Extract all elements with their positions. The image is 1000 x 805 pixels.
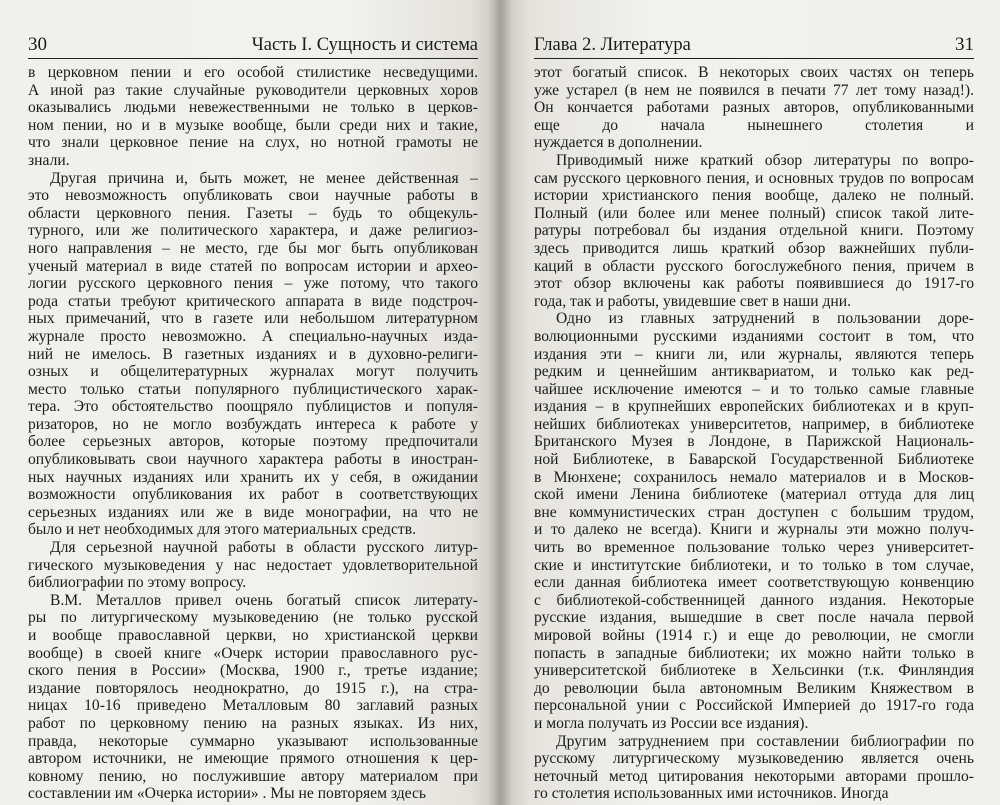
text-line: что знали церковное пение на слух, но нотной грамоты не (28, 134, 478, 152)
text-line: ры по литургическому музыковедению (не только русской (28, 609, 478, 627)
right-page (500, 0, 1000, 805)
text-line: до революции была автономным Великим Княжеством в (534, 679, 974, 697)
text-line: Приводимый ниже краткий обзор литературы по вопро- (556, 151, 974, 169)
paragraph (534, 733, 974, 803)
page-number: 30 (28, 34, 47, 55)
text-line: в Мюнхене; сохранилось немало материалов и в Москов- (534, 468, 974, 486)
left-page-body (28, 64, 478, 803)
text-line: Другая причина и, быть может, не менее действенная – (50, 169, 478, 187)
text-line: издания – в крупнейших европейских библиотеках и в круп- (534, 398, 974, 416)
text-line: серьезных изданиях или же в виде монографии, на что не (28, 503, 478, 521)
text-line: турного, или же политического характера, и даже религиоз- (28, 222, 478, 240)
text-line: мировой войны (1914 г.) и еще до революции, не смогли (534, 627, 974, 644)
text-line: Для серьезной научной работы в области русского литур- (50, 539, 478, 557)
text-line: библиографии по этому вопросу. (28, 574, 247, 592)
text-line: ного направления – не место, где бы мог быть опубликован (28, 239, 478, 257)
text-line: Полный (или более или менее полный) список такой лите- (534, 204, 974, 222)
text-line: ские и институтские библиотеки, и то только в том случае, (534, 556, 974, 574)
text-line: и то далеко не всегда). Книги и журналы эти можно получ- (534, 521, 974, 539)
text-line: автором источники, не имеющие прямого отношения к цер- (28, 750, 478, 768)
text-line: возможности опубликования их работ в соответствующих (28, 486, 478, 504)
text-line: Британского Музея в Лондоне, в Парижской Националь- (534, 433, 974, 451)
text-line: ковному пению, но послужившие автору материалом при (28, 767, 478, 785)
paragraph (534, 310, 974, 732)
text-line: еще до начала нынешнего столетия и (534, 116, 974, 134)
text-line: Другим затруднением при составлении библиографии по (556, 732, 974, 750)
text-line: ном пении, но и в музыке вообще, были среди них и такие, (28, 116, 478, 134)
text-line: В.М. Металлов привел очень богатый список литерату- (50, 591, 478, 609)
text-line: области церковного пения. Газеты – будь то общекуль- (28, 204, 478, 222)
text-line: вообще) в своей книге «Очерк истории православного рус- (28, 644, 478, 662)
text-line: русские издания, вышедшие в свет после начала первой (534, 609, 974, 627)
text-line: волюционными русскими изданиями состоит в том, что (534, 327, 974, 345)
text-line: каций в области русского богослужебного пения, причем в (534, 257, 974, 275)
text-line: ризаторов, но не могло возбуждать интереса к работе у (28, 415, 478, 433)
text-line: этот богатый список. В некоторых своих частях он теперь (534, 64, 974, 81)
paragraph (534, 152, 974, 310)
text-line: нуждается в дополнении. (534, 134, 703, 152)
page-number: 31 (955, 34, 974, 55)
text-line: Одно из главных затруднений в пользовании доре- (556, 310, 974, 328)
text-line: вне коммунистических стран доступен с большим трудом, (534, 503, 974, 521)
text-line: года, так и работы, увидевшие свет в наши дни. (534, 292, 852, 310)
text-line: составлении им «Очерка истории» . Мы не повторяем здесь (28, 785, 427, 803)
text-line: уже устарел (в нем не появился в печати 77 лет тому назад!). (534, 81, 974, 99)
text-line: университетской библиотеке в Хельсинки (т.к. Финляндия (534, 662, 974, 680)
text-line: место только статьи популярного публицистического харак- (28, 380, 478, 398)
text-line: сам русского церковного пения, и основных трудов по вопросам (534, 169, 974, 187)
running-head: Глава 2. Литература (534, 35, 691, 55)
text-line: этот обзор включены как работы появившиеся до 1917-го (534, 275, 974, 293)
text-line: попасть в западные библиотеки; их можно найти только в (534, 644, 974, 662)
text-line: опубликовывать свои научного характера работы в иностран- (28, 451, 478, 469)
text-line: журнале просто невозможно. А специально-научных изда- (28, 327, 478, 345)
text-line: правда, некоторые суммарно указывают использованные (28, 732, 478, 750)
text-line: А иной раз такие случайные руководители церковных хоров (28, 81, 478, 99)
text-line: ной Библиотеке, в Баварской Государственной Библиотеке (534, 451, 974, 469)
text-line: персональной унии с Российской Империей до 1917-го года (534, 697, 974, 715)
text-line: в церковном пении и его особой стилистике несведущими. (28, 64, 478, 81)
text-line: ской имени Ленина библиотеке (материал оттуда для лиц (534, 486, 974, 504)
text-line: и вообще православной церкви, но христианской церкви (28, 627, 478, 644)
text-line: ратуры потребовал бы издания отдельной книги. Поэтому (534, 222, 974, 240)
text-line: было и нет необходимых для этого материальных средств. (28, 521, 416, 539)
text-line: тера. Это обстоятельство поощряло публицистов и популя- (28, 398, 478, 416)
paragraph (534, 64, 974, 152)
text-line: чайшее исключение имеются – и то только самые главные (534, 380, 974, 398)
text-line: истории христианского пения вообще, далеко не полный. (534, 187, 974, 205)
text-line: рода статьи требуют критического аппарата в виде подстроч- (28, 292, 478, 310)
paragraph (28, 592, 478, 803)
text-line: русскому литургическому музыковедению является очень (534, 750, 974, 768)
text-line: Он кончается работами разных авторов, опубликованными (534, 99, 974, 117)
text-line: более серьезных авторов, которые поэтому предпочитали (28, 433, 478, 451)
text-line: ных примечаний, что в газете или небольшом литературном (28, 310, 478, 328)
text-line: издание повторялось неоднократно, до 1915 г.), на стра- (28, 679, 478, 697)
left-page-header (28, 34, 478, 59)
right-page-header (534, 34, 974, 59)
text-line: гического музыковедения у нас недостает удовлетворительной (28, 556, 478, 574)
text-line: логии русского церковного пения – уже потому, что такого (28, 275, 478, 293)
text-line: здесь приводится лишь краткий обзор важнейших публи- (534, 239, 974, 257)
paragraph (28, 170, 478, 539)
text-line: и могла получать из России все издания). (534, 714, 809, 732)
text-line: ний не имелось. В газетных изданиях и в духовно-религи- (28, 345, 478, 363)
running-head: Часть I. Сущность и система (251, 35, 478, 55)
text-line: это невозможность опубликовать свои научные работы в (28, 187, 478, 205)
text-line: нейших библиотеках университетов, например, в библиотеке (534, 415, 974, 433)
text-line: издания эти – книги ли, или журналы, являются теперь (534, 345, 974, 363)
text-line: если данная библиотека имеет соответствующую конвенцию (534, 574, 974, 592)
text-line: го столетия использованных ими источников. Иногда (534, 785, 889, 803)
text-line: чить во временное пользование только через университет- (534, 539, 974, 557)
paragraph (28, 64, 478, 170)
right-page-body (534, 64, 974, 803)
text-line: редким и ценнейшим антиквариатом, и только как ред- (534, 363, 974, 381)
text-line: знали. (28, 151, 70, 169)
text-line: неточный метод цитирования некоторыми авторами прошло- (534, 767, 974, 785)
text-line: работ по церковному пению на разных языках. Из них, (28, 714, 478, 732)
text-line: ницах 10-16 приведено Металловым 80 заглавий разных (28, 697, 478, 715)
text-line: ученый материал в виде статей по вопросам истории и архео- (28, 257, 478, 275)
text-line: с библиотекой-собственницей данного издания. Некоторые (534, 591, 974, 609)
text-line: ского пения в России» (Москва, 1900 г., третье издание; (28, 662, 478, 680)
text-line: оказывались людьми невежественными не только в церков- (28, 99, 478, 117)
text-line: озных и общелитературных журналах могут получить (28, 363, 478, 381)
paragraph (28, 539, 478, 592)
text-line: ных научных изданиях или хранить их у себя, в ожидании (28, 468, 478, 486)
